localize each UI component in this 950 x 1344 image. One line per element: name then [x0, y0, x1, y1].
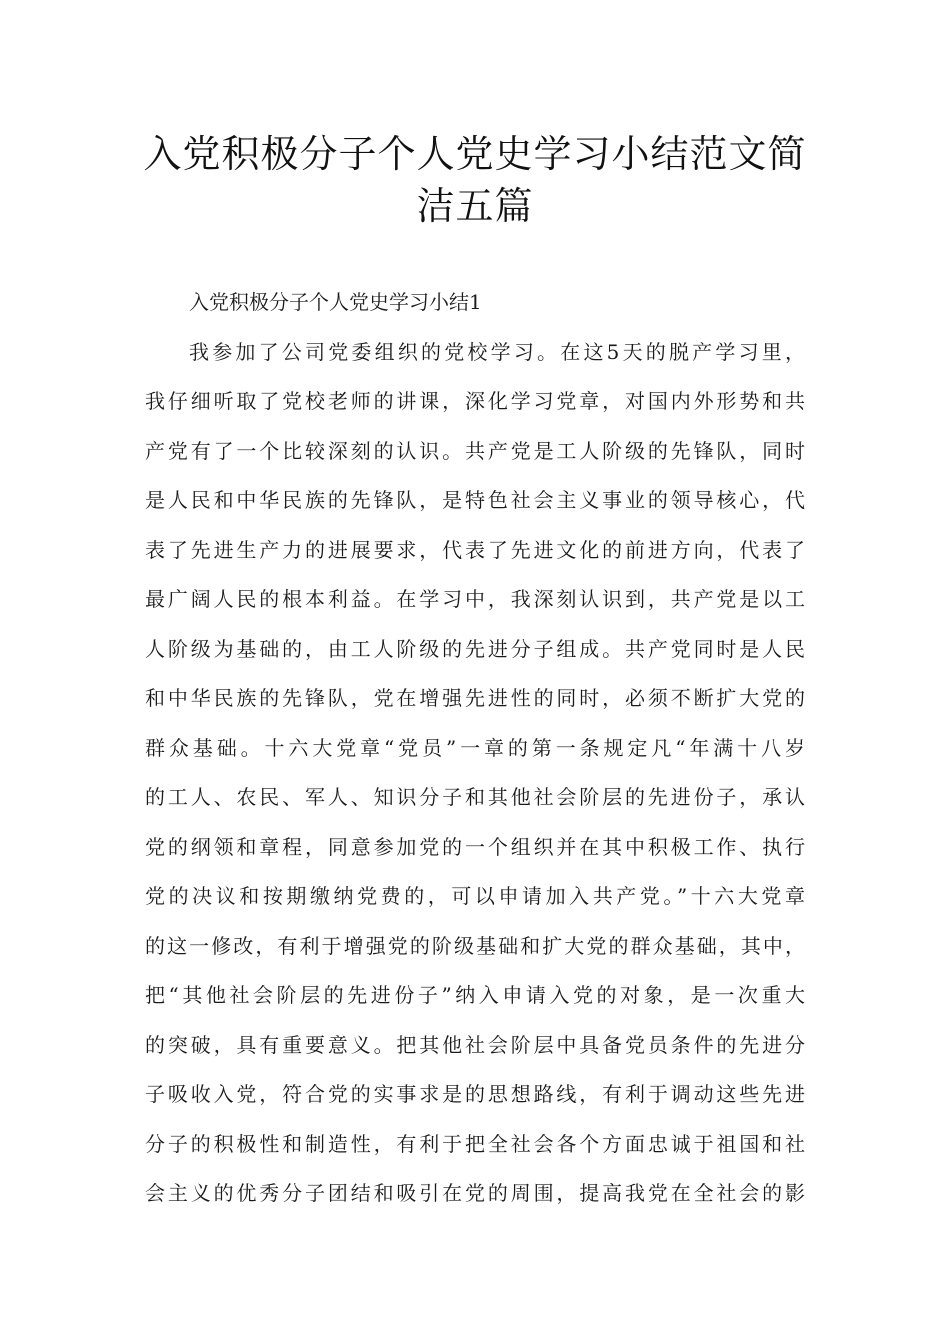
- paragraph-line: 群众基础。十六大党章“党员”一章的第一条规定凡“年满十八岁: [145, 735, 805, 760]
- paragraph-line: 的突破，具有重要意义。把其他社会阶层中具备党员条件的先进分: [145, 1032, 805, 1057]
- section-heading: 入党积极分子个人党史学习小结1: [189, 290, 482, 314]
- paragraph-line: 表了先进生产力的进展要求，代表了先进文化的前进方向，代表了: [145, 537, 805, 562]
- paragraph-line: 和中华民族的先锋队，党在增强先进性的同时，必须不断扩大党的: [145, 686, 805, 710]
- paragraph-line: 人阶级为基础的，由工人阶级的先进分子组成。共产党同时是人民: [145, 636, 805, 661]
- paragraph-line: 子吸收入党，符合党的实事求是的思想路线，有利于调动这些先进: [145, 1082, 805, 1106]
- paragraph-line: 把“其他社会阶层的先进份子”纳入申请入党的对象，是一次重大: [145, 983, 805, 1007]
- document-title: [100, 128, 850, 232]
- title-line-2: 洁五篇: [416, 184, 534, 228]
- paragraph-line: 产党有了一个比较深刻的认识。共产党是工人阶级的先锋队，同时: [145, 438, 805, 463]
- paragraph-line: 党的决议和按期缴纳党费的，可以申请加入共产党。”十六大党章: [145, 884, 805, 908]
- paragraph-line: 我参加了公司党委组织的党校学习。在这5天的脱产学习里，: [189, 339, 805, 364]
- paragraph-line: 分子的积极性和制造性，有利于把全社会各个方面忠诚于祖国和社: [145, 1131, 805, 1156]
- paragraph-line: 党的纲领和章程，同意参加党的一个组织并在其中积极工作、执行: [145, 834, 805, 859]
- paragraph-line: 我仔细听取了党校老师的讲课，深化学习党章，对国内外形势和共: [145, 389, 805, 413]
- paragraph-line: 会主义的优秀分子团结和吸引在党的周围，提高我党在全社会的影: [145, 1181, 805, 1205]
- paragraph-line: 最广阔人民的根本利益。在学习中，我深刻认识到，共产党是以工: [145, 587, 805, 611]
- document-body: [145, 284, 805, 1225]
- paragraph-line: 是人民和中华民族的先锋队，是特色社会主义事业的领导核心，代: [145, 488, 805, 512]
- title-line-1: 入党积极分子个人党史学习小结范文简: [143, 132, 807, 176]
- paragraph-line: 的这一修改，有利于增强党的阶级基础和扩大党的群众基础，其中，: [145, 933, 805, 958]
- paragraph-line: 的工人、农民、军人、知识分子和其他社会阶层的先进份子，承认: [145, 785, 805, 809]
